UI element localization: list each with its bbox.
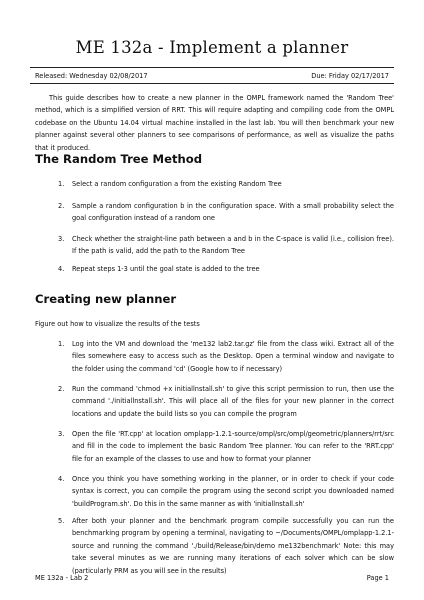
section-heading-random-tree: The Random Tree Method	[35, 152, 203, 166]
header-rule-bottom	[30, 83, 394, 84]
list-item-text: Once you think you have something working in the planner, or in order to check if your code syntax is correct, you can compile the program using the second script you downloaded named 'buildProgram.sh'. Do this in the same manner as with 'initiallnstall.sh'	[72, 475, 394, 508]
header-rule-top	[30, 67, 394, 68]
list-item-number: 2.	[58, 202, 65, 210]
list-item-number: 3.	[58, 235, 65, 243]
due-date: Due: Friday 02/17/2017	[311, 72, 389, 80]
section-heading-creating-planner: Creating new planner	[35, 292, 177, 306]
document-title: ME 132a - Implement a planner	[75, 38, 349, 57]
list-item-number: 1.	[58, 180, 65, 188]
list-item-text: Select a random configuration a from the existing Random Tree	[72, 180, 282, 188]
list-item-text: Sample a random configuration b in the configuration space. With a small probability select the goal configuration instead of a random one	[72, 202, 394, 223]
list-item-text: Check whether the straight-line path between a and b in the C-space is valid (i.e., collision free). If the path is valid, add the path to the Random Tree	[72, 235, 394, 256]
footer-page-number: Page 1	[366, 574, 389, 582]
footer-course-label: ME 132a - Lab 2	[35, 574, 89, 582]
list-item-text: After both your planner and the benchmark program compile successfully you can run the benchmarking program by opening a terminal, navigating to ~/Documents/OMPL/omplapp-1.2.1-source and running the command './build/Release/bin/demo me132benchmark' Note: this may take several minutes as we are running many iterations of each solver which can be slow (particularly PRM as you will see in the results)	[72, 517, 394, 575]
intro-paragraph: This guide describes how to create a new planner in the OMPL framework named the 'Random Tree' method, which is a simplified version of RRT. This will require adapting and compiling code from the OMPL codebase on the Ubuntu 14.04 virtual machine installed in the last lab. You will then benchmark your new planner against several other planners to see comparisons of performance, as well as visualize the paths that it produced.	[35, 94, 394, 152]
list-item-number: 3.	[58, 430, 65, 438]
list-item-text: Open the file 'RT.cpp' at location omplapp-1.2.1-source/ompl/src/ompl/geometric/planners/rrt/src and fill in the code to implement the basic Random Tree planner. You can refer to the 'RRT.cpp' file for an example of the classes to use and how to format your planner	[72, 430, 394, 463]
release-date: Released: Wednesday 02/08/2017	[35, 72, 148, 80]
list-item-number: 1.	[58, 340, 65, 348]
list-item-number: 4.	[58, 475, 65, 483]
list-item-text: Run the command 'chmod +x initiallnstall.sh' to give this script permission to run, then use the command './initiallnstall.sh'. This will place all of the files for your new planner in the correct locations and update the build lists so you can compile the program	[72, 385, 394, 418]
list-item-text: Repeat steps 1-3 until the goal state is added to the tree	[72, 265, 260, 273]
list-item-number: 4.	[58, 265, 65, 273]
list-item-number: 2.	[58, 385, 65, 393]
section-lead-text: Figure out how to visualize the results of the tests	[35, 320, 200, 328]
list-item-number: 5.	[58, 517, 65, 525]
list-item-text: Log into the VM and download the 'me132 lab2.tar.gz' file from the class wiki. Extract all of the files somewhere easy to access such as the Desktop. Open a terminal window and navigate to the folder using the command 'cd' (Google how to if necessary)	[72, 340, 394, 373]
